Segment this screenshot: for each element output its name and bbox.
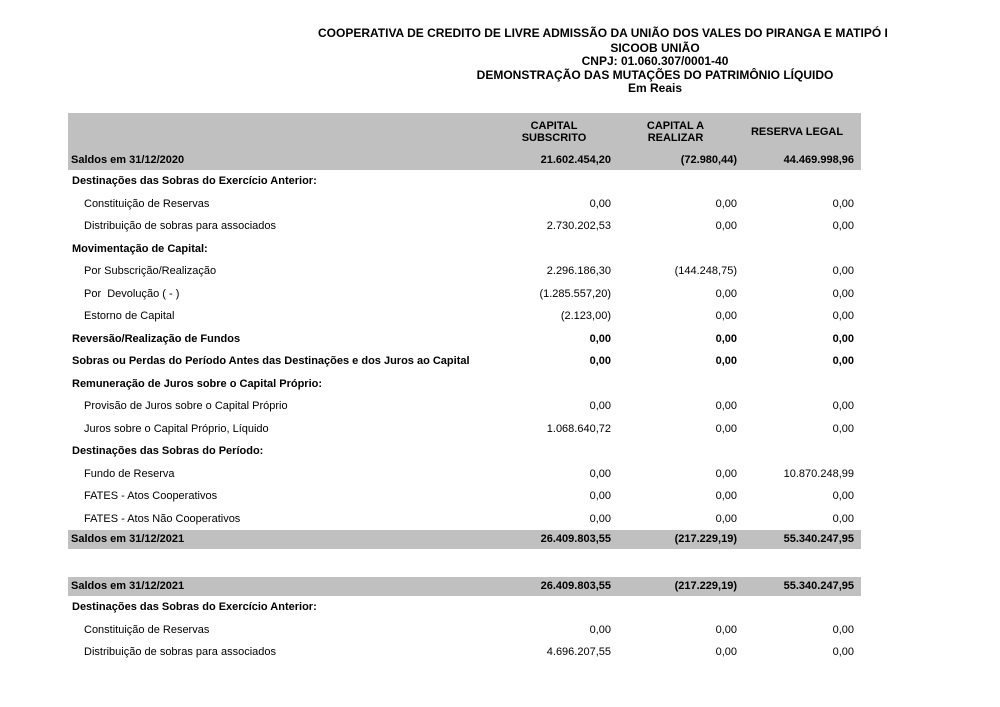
row-value <box>614 373 737 396</box>
row-value <box>737 238 861 261</box>
row-label: Saldos em 31/12/2021 <box>71 533 185 545</box>
table-row <box>68 305 861 328</box>
table-rows <box>68 151 861 664</box>
row-value: 26.409.803,55 <box>540 533 611 545</box>
row-value <box>737 373 861 396</box>
row-value <box>614 170 737 193</box>
row-label: Sobras ou Perdas do Período Antes das Destinações e dos Juros ao Capital <box>72 355 470 367</box>
row-value: 0,00 <box>715 623 737 636</box>
statement-title: DEMONSTRAÇÃO DAS MUTAÇÕES DO PATRIMÔNIO LÍQUIDO <box>476 67 834 82</box>
row-value: 0,00 <box>715 646 737 658</box>
row-value: 0,00 <box>832 512 854 525</box>
table-row <box>68 215 861 238</box>
table-header <box>68 113 861 151</box>
row-value: 0,00 <box>715 197 737 210</box>
cooperative-name: COOPERATIVA DE CREDITO DE LIVRE ADMISSÃO DA UNIÃO DOS VALES DO PIRANGA E MATIPÓ I <box>318 26 888 40</box>
table-row <box>68 418 861 441</box>
row-value <box>484 238 614 261</box>
row-label: Destinações das Sobras do Período: <box>72 445 264 457</box>
table-row <box>68 238 861 261</box>
row-value: (1.285.557,20) <box>539 287 611 300</box>
row-value: 0,00 <box>715 332 737 345</box>
row-value <box>614 596 737 619</box>
row-value: 0,00 <box>832 332 854 345</box>
table-row <box>68 350 861 373</box>
row-value: 0,00 <box>589 467 611 480</box>
row-value: (217.229,19) <box>674 533 737 545</box>
row-value: 0,00 <box>832 623 854 636</box>
row-value: 0,00 <box>832 355 854 367</box>
table-row <box>68 260 861 283</box>
table-row <box>68 373 861 396</box>
row-label: Saldos em 31/12/2021 <box>71 580 185 592</box>
row-value: 2.730.202,53 <box>546 220 611 232</box>
table-row <box>68 328 861 351</box>
row-label: Fundo de Reserva <box>84 467 175 480</box>
row-label: Reversão/Realização de Fundos <box>72 332 241 345</box>
cnpj: CNPJ: 01.060.307/0001-40 <box>581 54 729 69</box>
row-value: 4.696.207,55 <box>546 646 611 658</box>
row-value: 0,00 <box>715 287 737 300</box>
table-row <box>68 508 861 531</box>
row-value: 0,00 <box>715 355 737 367</box>
row-value: (2.123,00) <box>560 310 611 322</box>
currency-note: Em Reais <box>627 81 683 96</box>
row-value <box>484 170 614 193</box>
row-value: 0,00 <box>832 197 854 210</box>
table-row <box>68 530 861 549</box>
row-value: 0,00 <box>589 623 611 636</box>
row-value: 0,00 <box>715 310 737 322</box>
column-header-line: SUBSCRITO <box>521 132 587 144</box>
row-value: 0,00 <box>832 422 854 435</box>
table-row <box>68 440 861 463</box>
column-header-line: RESERVA LEGAL <box>750 125 844 138</box>
row-label: Destinações das Sobras do Exercício Anterior: <box>72 601 317 613</box>
table-row <box>68 395 861 418</box>
row-value: 0,00 <box>832 400 854 412</box>
column-header <box>737 113 861 151</box>
column-header-line: REALIZAR <box>647 132 704 144</box>
row-label: Juros sobre o Capital Próprio, Líquido <box>84 422 269 435</box>
row-value <box>737 596 861 619</box>
row-value: 0,00 <box>832 490 854 502</box>
row-value: 0,00 <box>832 265 854 277</box>
row-value: 10.870.248,99 <box>783 467 854 480</box>
table-row <box>68 485 861 508</box>
row-label: Distribuição de sobras para associados <box>84 646 276 658</box>
row-value: 55.340.247,95 <box>783 580 854 592</box>
row-value: 0,00 <box>589 400 611 412</box>
row-label: Por Subscrição/Realização <box>84 265 217 277</box>
table-row <box>68 463 861 486</box>
row-value <box>737 170 861 193</box>
row-value: (144.248,75) <box>674 265 737 277</box>
row-value: 0,00 <box>715 490 737 502</box>
row-value: 0,00 <box>589 490 611 502</box>
row-value: 0,00 <box>715 220 737 232</box>
row-value: 55.340.247,95 <box>783 533 854 545</box>
row-value <box>484 440 614 463</box>
table-row <box>68 151 861 170</box>
row-value: (217.229,19) <box>674 580 737 592</box>
row-value: 0,00 <box>715 400 737 412</box>
header-label-spacer <box>68 113 484 151</box>
row-label: Destinações das Sobras do Exercício Anterior: <box>72 175 317 187</box>
row-label: Constituição de Reservas <box>84 197 210 210</box>
document-header <box>355 42 955 96</box>
row-value: 0,00 <box>589 355 611 367</box>
row-value: 2.296.186,30 <box>546 265 611 277</box>
row-value: 0,00 <box>715 512 737 525</box>
org-name: SICOOB UNIÃO <box>610 41 700 55</box>
row-label: Movimentação de Capital: <box>72 242 208 255</box>
row-value: 44.469.998,96 <box>783 154 854 166</box>
row-label: Saldos em 31/12/2020 <box>71 154 185 166</box>
row-value: 0,00 <box>832 220 854 232</box>
row-label: Remuneração de Juros sobre o Capital Próprio: <box>72 377 323 390</box>
table-row <box>68 596 861 619</box>
row-value <box>484 373 614 396</box>
row-label: Estorno de Capital <box>84 310 175 322</box>
equity-table <box>68 113 861 664</box>
table-row <box>68 641 861 664</box>
row-label: Constituição de Reservas <box>84 623 210 636</box>
row-value <box>614 238 737 261</box>
row-value: 0,00 <box>715 422 737 435</box>
row-value: 0,00 <box>832 646 854 658</box>
table-row <box>68 619 861 642</box>
column-header <box>484 113 614 151</box>
row-value: 0,00 <box>589 197 611 210</box>
row-value <box>737 440 861 463</box>
row-value: 0,00 <box>832 287 854 300</box>
row-value: 1.068.640,72 <box>546 422 611 435</box>
table-row <box>68 170 861 193</box>
row-value: 0,00 <box>589 332 611 345</box>
row-value: 21.602.454,20 <box>540 154 611 166</box>
row-spacer <box>68 549 861 577</box>
row-value: 0,00 <box>715 467 737 480</box>
column-header <box>614 113 737 151</box>
row-label: FATES - Atos Não Cooperativos <box>84 512 241 525</box>
row-label: FATES - Atos Cooperativos <box>84 490 218 502</box>
column-header-line: CAPITAL A <box>646 119 705 132</box>
row-value: 26.409.803,55 <box>540 580 611 592</box>
row-value <box>484 596 614 619</box>
row-value: 0,00 <box>832 310 854 322</box>
table-row <box>68 283 861 306</box>
row-label: Por Devolução ( - ) <box>84 287 180 300</box>
row-value <box>614 440 737 463</box>
row-label: Distribuição de sobras para associados <box>84 220 276 232</box>
table-row <box>68 577 861 596</box>
table-row <box>68 193 861 216</box>
column-header-line: CAPITAL <box>530 119 578 132</box>
row-value: (72.980,44) <box>680 154 737 166</box>
row-value: 0,00 <box>589 512 611 525</box>
row-label: Provisão de Juros sobre o Capital Próprio <box>84 400 288 412</box>
